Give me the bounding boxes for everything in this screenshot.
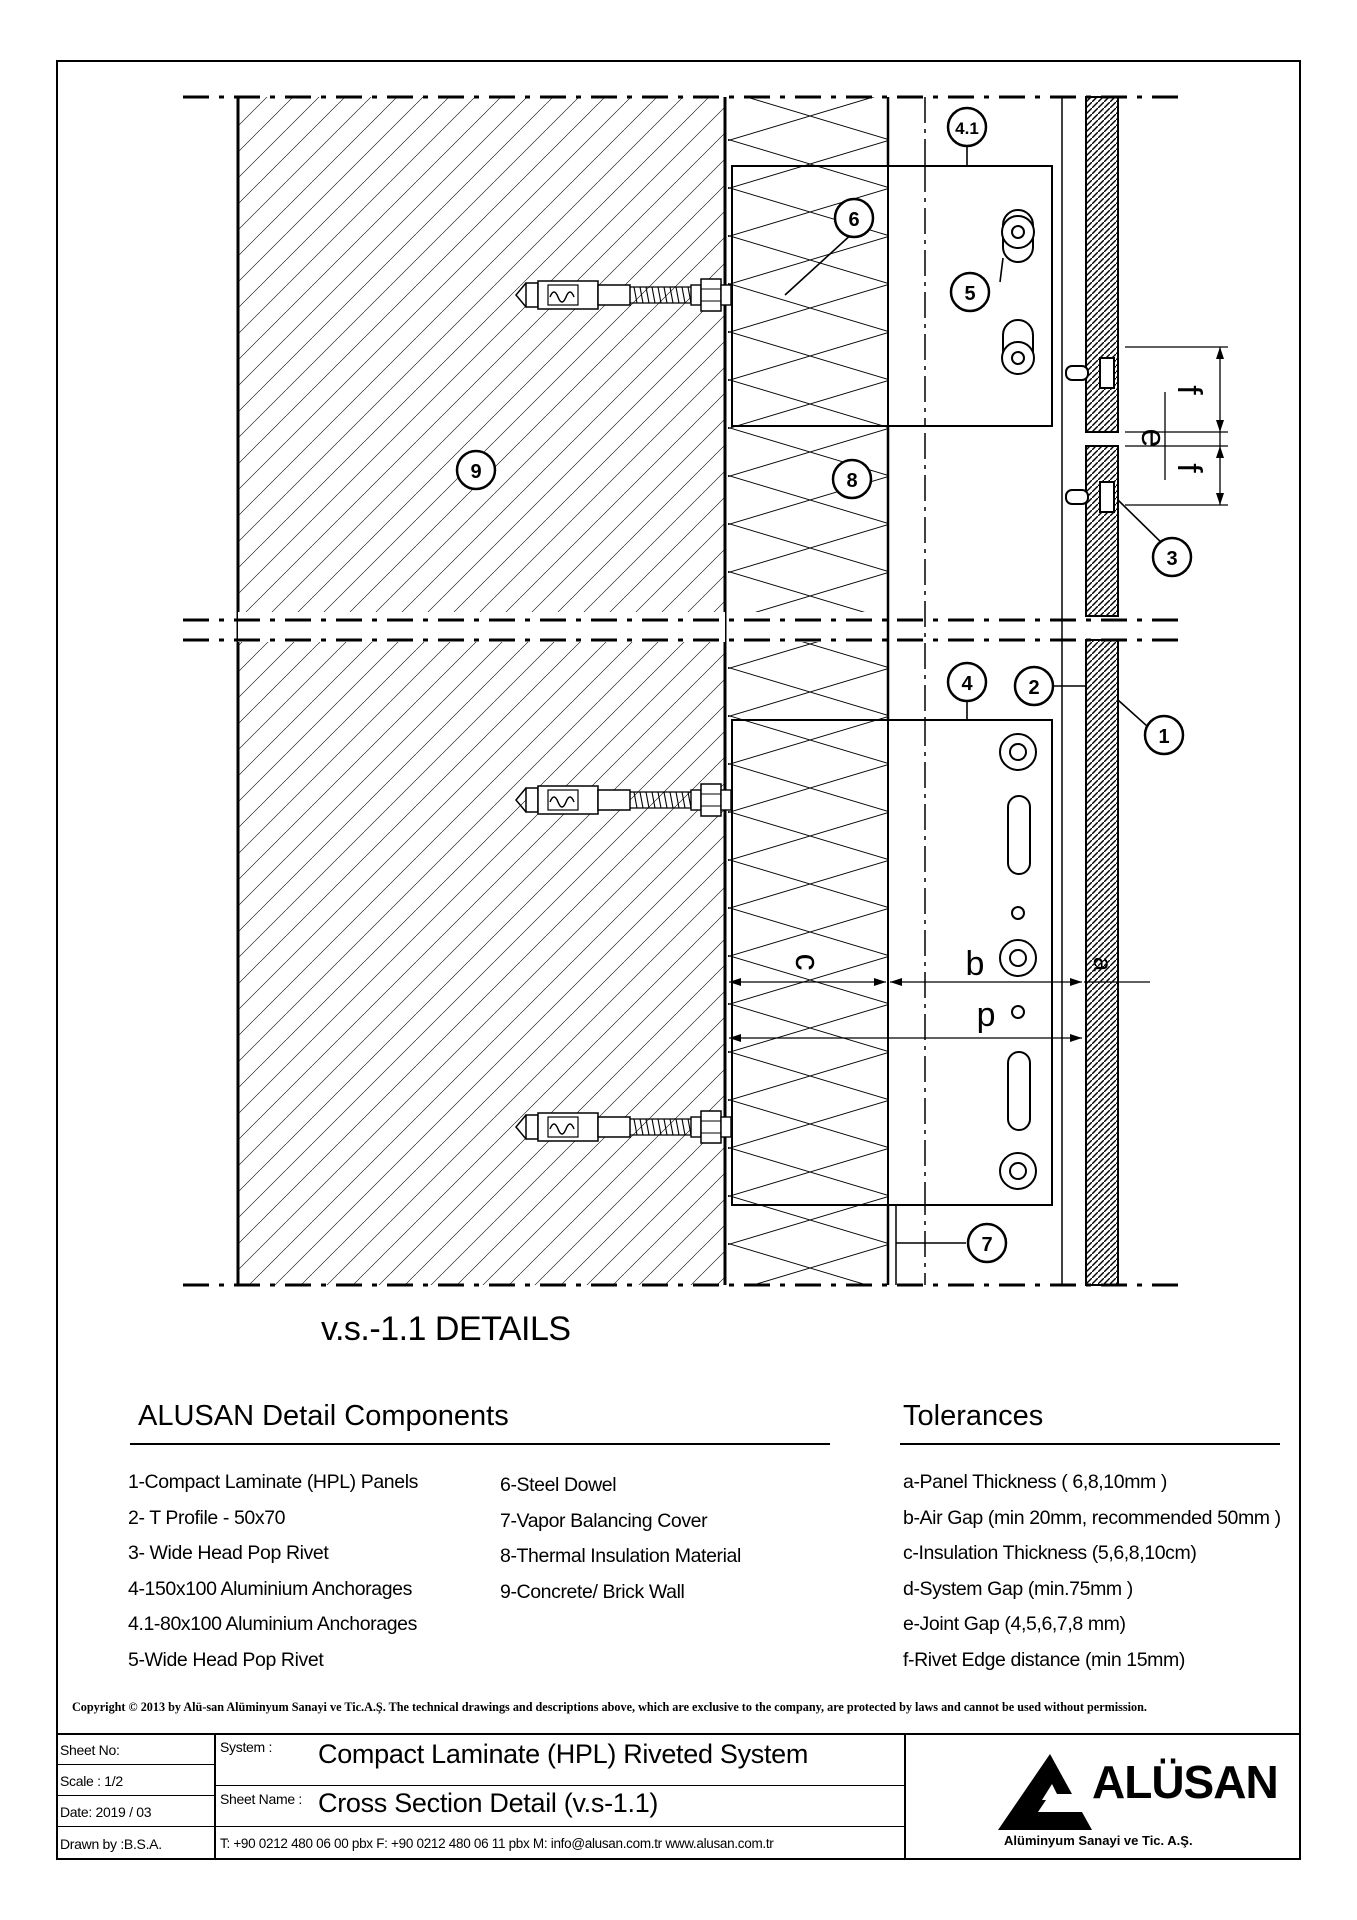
list-item: 9-Concrete/ Brick Wall — [500, 1580, 685, 1603]
list-item: 4.1-80x100 Aluminium Anchorages — [128, 1613, 417, 1635]
copyright-notice: Copyright © 2013 by Alü-san Alüminyum Sanayi ve Tic.A.Ş. The technical drawings and descriptions above, which are exclusive to the company, are protected by laws and cannot be used without permission. — [72, 1700, 1147, 1714]
svg-text:5: 5 — [964, 283, 976, 305]
callout-4 — [948, 663, 986, 701]
svg-text:2: 2 — [1028, 677, 1040, 699]
list-item: 8-Thermal Insulation Material — [500, 1545, 741, 1567]
date: Date: 2019 / 03 — [60, 1804, 152, 1820]
drawing-title: v.s.-1.1 DETAILS — [321, 1310, 571, 1348]
tolerances-divider — [900, 1443, 1280, 1445]
dim-f-bottom: f — [1170, 463, 1208, 473]
components-heading: ALUSAN Detail Components — [138, 1400, 509, 1432]
contact-info: T: +90 0212 480 06 00 pbx F: +90 0212 480 06 11 pbx M: info@alusan.com.tr www.alusan.com.tr — [220, 1836, 774, 1851]
list-item: 1-Compact Laminate (HPL) Panels — [128, 1471, 418, 1493]
dim-e: e — [1134, 428, 1172, 448]
components-list-2 — [500, 1468, 741, 1610]
svg-text:3: 3 — [1166, 548, 1178, 570]
svg-text:4: 4 — [961, 673, 973, 695]
dim-a: a — [1088, 956, 1118, 972]
tolerances-list — [903, 1465, 1281, 1678]
list-item: d-System Gap (min.75mm ) — [903, 1577, 1133, 1600]
callout-3 — [1153, 538, 1191, 576]
callout-1 — [1145, 716, 1183, 754]
sheet-name-label: Sheet Name : — [220, 1791, 302, 1807]
dim-f-top: f — [1170, 385, 1208, 395]
list-item: b-Air Gap (min 20mm, recommended 50mm ) — [903, 1506, 1281, 1529]
list-item: c-Insulation Thickness (5,6,8,10cm) — [903, 1542, 1197, 1564]
callout-5 — [951, 273, 989, 311]
list-item: 5-Wide Head Pop Rivet — [128, 1648, 324, 1671]
drawn-by: Drawn by :B.S.A. — [60, 1836, 162, 1852]
dim-c: c — [788, 953, 826, 971]
alusan-logo-icon — [990, 1748, 1100, 1838]
logo-word: ALÜSAN — [1092, 1756, 1278, 1808]
list-item: e-Joint Gap (4,5,6,7,8 mm) — [903, 1613, 1126, 1635]
list-item: a-Panel Thickness ( 6,8,10mm ) — [903, 1471, 1167, 1493]
callout-6 — [835, 199, 873, 237]
list-item: f-Rivet Edge distance (min 15mm) — [903, 1648, 1185, 1671]
svg-text:4.1: 4.1 — [955, 119, 979, 138]
callout-4-1 — [948, 108, 986, 146]
list-item: 7-Vapor Balancing Cover — [500, 1509, 708, 1532]
list-item: 3- Wide Head Pop Rivet — [128, 1542, 329, 1564]
list-item: 2- T Profile - 50x70 — [128, 1506, 286, 1529]
svg-text:1: 1 — [1158, 726, 1170, 748]
system-label: System : — [220, 1739, 273, 1755]
dim-b: b — [965, 945, 985, 983]
components-divider — [130, 1443, 830, 1445]
sheet-no: Sheet No: — [60, 1742, 120, 1758]
sheet-name-value: Cross Section Detail (v.s-1.1) — [318, 1788, 659, 1818]
callout-2 — [1015, 667, 1053, 705]
list-item: 4-150x100 Aluminium Anchorages — [128, 1577, 412, 1600]
system-value: Compact Laminate (HPL) Riveted System — [318, 1739, 809, 1769]
components-list-1 — [128, 1465, 418, 1678]
list-item: 6-Steel Dowel — [500, 1474, 617, 1496]
logo-subtitle: Alüminyum Sanayi ve Tic. A.Ş. — [1004, 1833, 1193, 1848]
scale: Scale : 1/2 — [60, 1773, 123, 1789]
svg-text:8: 8 — [846, 470, 858, 492]
tolerances-heading: Tolerances — [903, 1400, 1044, 1432]
dim-d: d — [976, 1000, 996, 1038]
svg-text:6: 6 — [848, 209, 860, 231]
callout-9 — [457, 451, 495, 489]
svg-text:7: 7 — [981, 1234, 993, 1256]
callout-7 — [968, 1224, 1006, 1262]
callout-8 — [833, 460, 871, 498]
svg-text:9: 9 — [470, 461, 482, 483]
